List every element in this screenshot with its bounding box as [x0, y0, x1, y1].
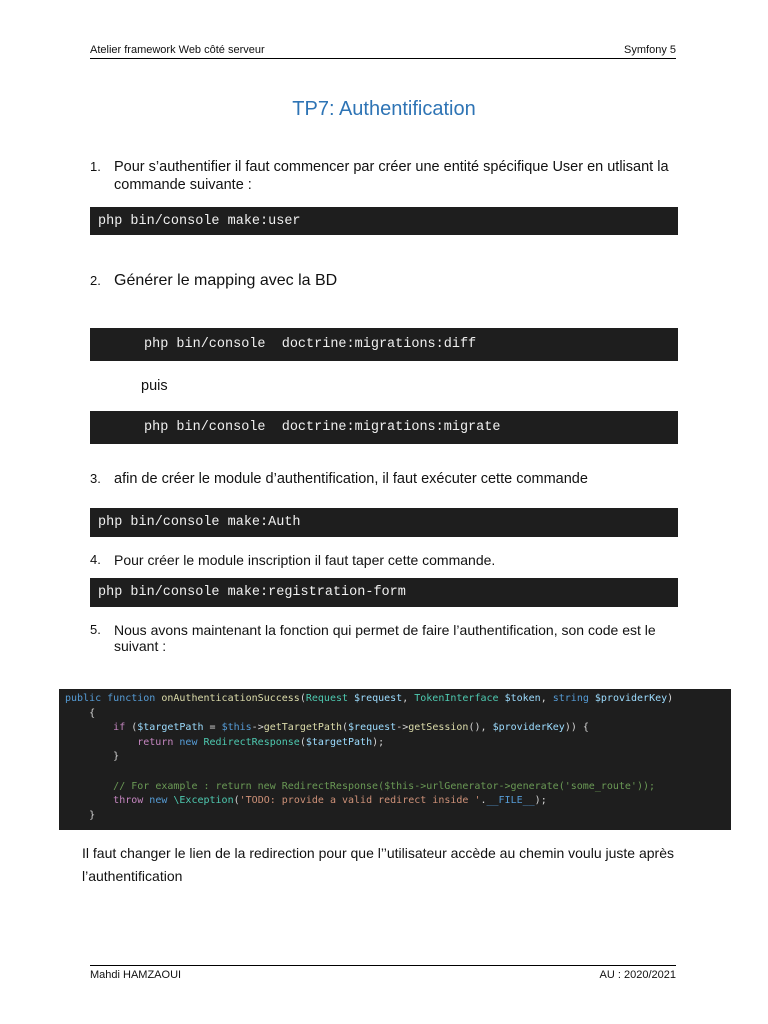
code-token: onAuthenticationSuccess: [161, 693, 300, 704]
code-line: [65, 707, 731, 722]
connector-text: puis: [141, 378, 168, 394]
code-token: $targetPath: [305, 736, 373, 748]
code-token: (: [131, 722, 138, 734]
step-text: Générer le mapping avec la BD: [114, 272, 338, 289]
command-make-user: [90, 207, 678, 235]
code-line: [65, 736, 731, 751]
command-migrations-migrate: [90, 411, 678, 444]
footer-year: AU : 2020/2021: [599, 969, 676, 981]
code-token: RedirectResponse: [203, 736, 300, 748]
code-token: [65, 722, 113, 733]
command-text: php bin/console make:user: [98, 213, 301, 229]
step-5: [90, 622, 680, 654]
code-line: [65, 780, 731, 795]
code-token: (: [233, 795, 240, 807]
code-token: (: [342, 722, 349, 734]
closing-note: Il faut changer le lien de la redirection pour que l’’utilisateur accède au chemin voulu juste après l’authentification: [82, 845, 674, 884]
code-token: }: [65, 751, 120, 763]
page-footer: [90, 965, 676, 981]
command-registration-form: [90, 578, 678, 607]
step-text: afin de créer le module d’authentification, il faut exécuter cette commande: [114, 471, 588, 487]
step-number: 2.: [90, 273, 101, 288]
code-token: return: [137, 736, 180, 748]
code-token: )) {: [564, 722, 589, 734]
step-text: Nous avons maintenant la fonction qui permet de faire l’authentification, son code est le suivant :: [114, 622, 656, 654]
code-token: function: [107, 693, 162, 704]
code-token: __FILE__: [486, 795, 535, 807]
code-line: [65, 692, 731, 707]
page-title: TP7: Authentification: [292, 98, 476, 120]
code-token: string: [552, 693, 595, 704]
code-token: $providerKey: [492, 722, 565, 734]
code-token: $this: [221, 722, 252, 734]
code-token: Request: [305, 693, 355, 704]
code-token: (: [299, 693, 306, 704]
code-token: $targetPath: [137, 722, 204, 734]
code-token: $providerKey: [594, 693, 668, 704]
step-number: 1.: [90, 159, 101, 174]
code-token: $request: [354, 693, 403, 704]
step-text: Pour créer le module inscription il faut taper cette commande.: [114, 552, 496, 568]
code-line: [65, 809, 731, 824]
code-token: =: [203, 722, 222, 734]
code-token: new: [179, 736, 204, 748]
code-line: [65, 750, 731, 765]
code-token: (),: [468, 722, 493, 734]
code-token: ->: [251, 722, 264, 734]
command-migrations-diff: [90, 328, 678, 361]
code-token: public: [65, 693, 108, 704]
code-token: );: [372, 736, 385, 748]
code-token: {: [65, 707, 96, 719]
code-line: [65, 765, 731, 780]
code-token: // For example : return new RedirectResponse($this->urlGenerator->generate('some_route'));: [113, 780, 656, 792]
code-token: ->: [396, 722, 409, 734]
footer-author: Mahdi HAMZAOUI: [90, 969, 182, 981]
code-token: .: [480, 795, 487, 807]
code-token: );: [534, 795, 547, 807]
step-4: [90, 551, 680, 569]
code-token: [65, 795, 113, 806]
code-token: ): [667, 693, 674, 704]
command-text: php bin/console make:registration-form: [98, 585, 406, 600]
command-text: php bin/console doctrine:migrations:diff: [144, 337, 477, 352]
code-token: getTargetPath: [263, 722, 342, 734]
command-text: php bin/console make:Auth: [98, 515, 301, 530]
step-number: 3.: [90, 471, 101, 486]
step-number: 5.: [90, 622, 101, 637]
code-line: [65, 721, 731, 736]
command-text: php bin/console doctrine:migrations:migrate: [144, 420, 501, 435]
code-token: throw: [113, 795, 150, 807]
code-token: if: [113, 722, 132, 734]
code-token: $request: [348, 722, 397, 734]
code-token: ,: [402, 693, 415, 704]
header-course-title: Atelier framework Web côté serveur: [90, 44, 265, 56]
code-token: $token: [504, 693, 541, 704]
code-token: [65, 781, 113, 792]
code-token: [65, 737, 137, 748]
step-text: Pour s’authentifier il faut commencer par créer une entité spécifique User en utlisant la commande suivante :: [114, 159, 669, 193]
header-framework: Symfony 5: [624, 44, 676, 56]
code-token: 'TODO: provide a valid redirect inside ': [239, 795, 481, 807]
code-token: \Exception: [173, 795, 234, 807]
step-1: [90, 158, 680, 194]
code-token: TokenInterface: [414, 693, 505, 704]
code-line: [65, 794, 731, 809]
code-block: [59, 689, 731, 830]
step-3: [90, 470, 680, 488]
code-token: ,: [540, 693, 553, 704]
code-token: (: [299, 736, 306, 748]
code-token: }: [65, 809, 96, 821]
step-2: [90, 272, 680, 290]
page-header: [90, 44, 676, 59]
code-token: new: [149, 795, 174, 807]
step-number: 4.: [90, 552, 101, 567]
command-make-auth: [90, 508, 678, 537]
code-token: getSession: [408, 722, 469, 734]
